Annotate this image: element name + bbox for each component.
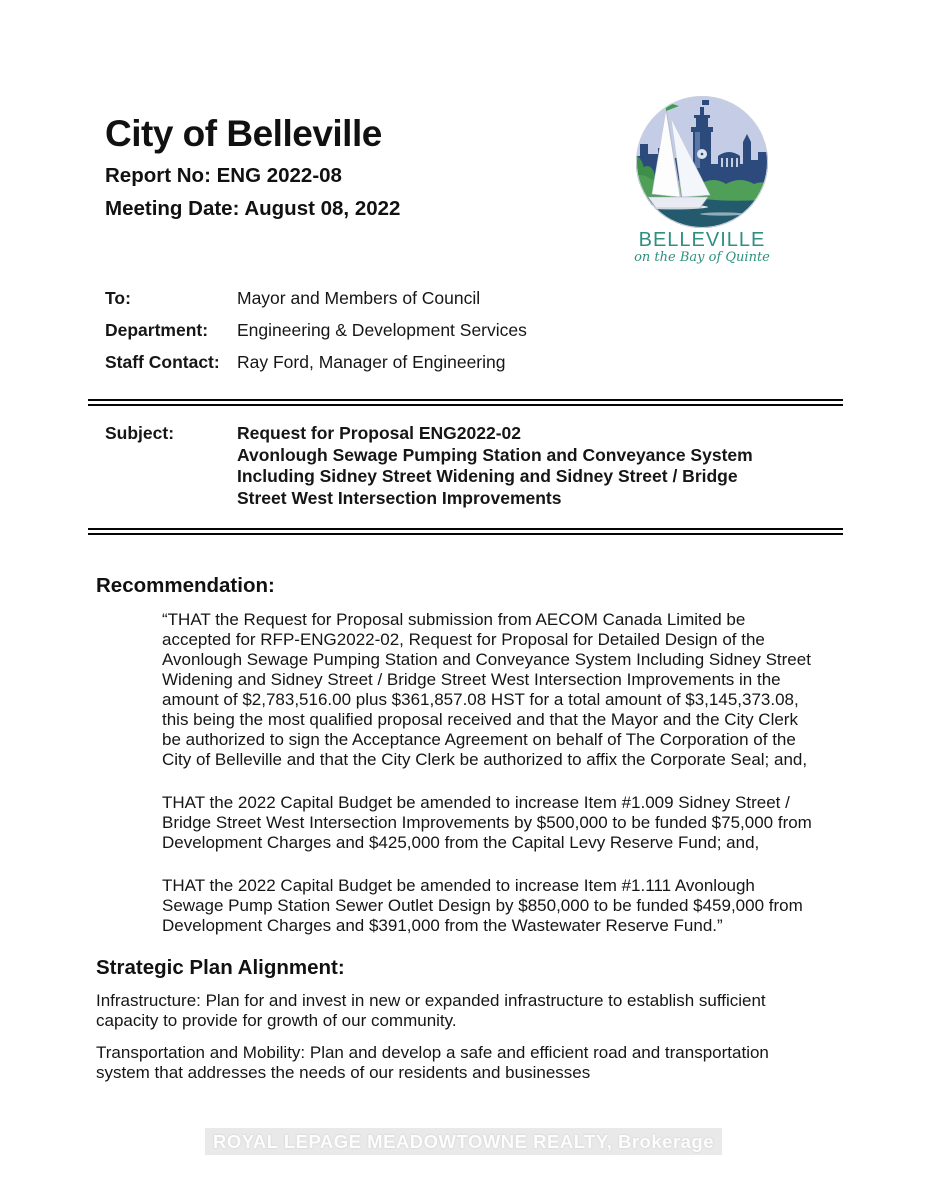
info-label: Staff Contact: xyxy=(105,352,220,372)
info-label: To: xyxy=(105,288,131,308)
info-row-staff-contact xyxy=(105,352,745,373)
info-value: Ray Ford, Manager of Engineering xyxy=(237,352,506,372)
logo-hull xyxy=(648,197,708,208)
info-value: Mayor and Members of Council xyxy=(237,288,481,308)
recommendation-paragraph-3: THAT the 2022 Capital Budget be amended to increase Item #1.111 Avonlough Sewage Pump Station Sewer Outlet Design by $850,000 to be funded $459,000 from Development Charges and $391,000 from the Wastewater Reserve Fund.” xyxy=(162,876,803,935)
logo-tagline: on the Bay of Quinte xyxy=(634,250,770,265)
belleville-logo xyxy=(622,96,782,268)
recommendation-heading: Recommendation: xyxy=(96,574,275,597)
divider-rule-bottom xyxy=(88,528,843,535)
watermark-text: ROYAL LEPAGE MEADOWTOWNE REALTY, Brokerage xyxy=(205,1128,722,1155)
strategic-plan-section xyxy=(96,955,843,1095)
info-row-department xyxy=(105,320,745,341)
page-title: City of Belleville xyxy=(105,113,382,154)
logo-wordmark: BELLEVILLE xyxy=(638,229,766,251)
city-crest-icon xyxy=(622,96,782,268)
meeting-date: Meeting Date: August 08, 2022 xyxy=(105,197,401,220)
subject-section xyxy=(88,399,843,535)
divider-rule-top xyxy=(88,399,843,406)
strategic-paragraph-transportation: Transportation and Mobility: Plan and develop a safe and efficient road and transportation system that addresses the needs of our residents and businesses xyxy=(96,1043,769,1082)
info-value: Engineering & Development Services xyxy=(237,320,527,340)
strategic-plan-heading: Strategic Plan Alignment: xyxy=(96,956,345,979)
recommendation-section xyxy=(96,573,843,959)
recommendation-paragraph-1: “THAT the Request for Proposal submission from AECOM Canada Limited be accepted for RFP-ENG2022-02, Request for Proposal for Detailed Design of the Avonlough Sewage Pumping Station and Conveyance System Including Sidney Street Widening and Sidney Street / Bridge Street West Intersection Improvements in the amount of $2,783,516.00 plus $361,857.08 HST for a total amount of $3,145,373.08, this being the most qualified proposal received and that the Mayor and the City Clerk be authorized to sign the Acceptance Agreement on behalf of The Corporation of the City of Belleville and that the City Clerk be authorized to affix the Corporate Seal; and, xyxy=(162,610,811,769)
subject-label: Subject: xyxy=(105,423,175,443)
strategic-paragraph-infrastructure: Infrastructure: Plan for and invest in new or expanded infrastructure to establish sufficient capacity to provide for growth of our community. xyxy=(96,991,766,1030)
subject-text: Request for Proposal ENG2022-02 Avonlough Sewage Pumping Station and Conveyance System Including Sidney Street Widening and Sidney Street / Bridge Street West Intersection Improvements xyxy=(237,423,753,508)
info-row-to xyxy=(105,288,745,309)
report-number: Report No: ENG 2022-08 xyxy=(105,164,342,187)
watermark xyxy=(0,1128,927,1155)
report-header xyxy=(105,112,400,222)
info-label: Department: xyxy=(105,320,209,340)
recipient-info-table xyxy=(105,288,745,384)
recommendation-paragraph-2: THAT the 2022 Capital Budget be amended to increase Item #1.009 Sidney Street / Bridge Street West Intersection Improvements by $500,000 to be funded $75,000 from Development Charges and $425,000 from the Capital Levy Reserve Fund; and, xyxy=(162,793,812,852)
